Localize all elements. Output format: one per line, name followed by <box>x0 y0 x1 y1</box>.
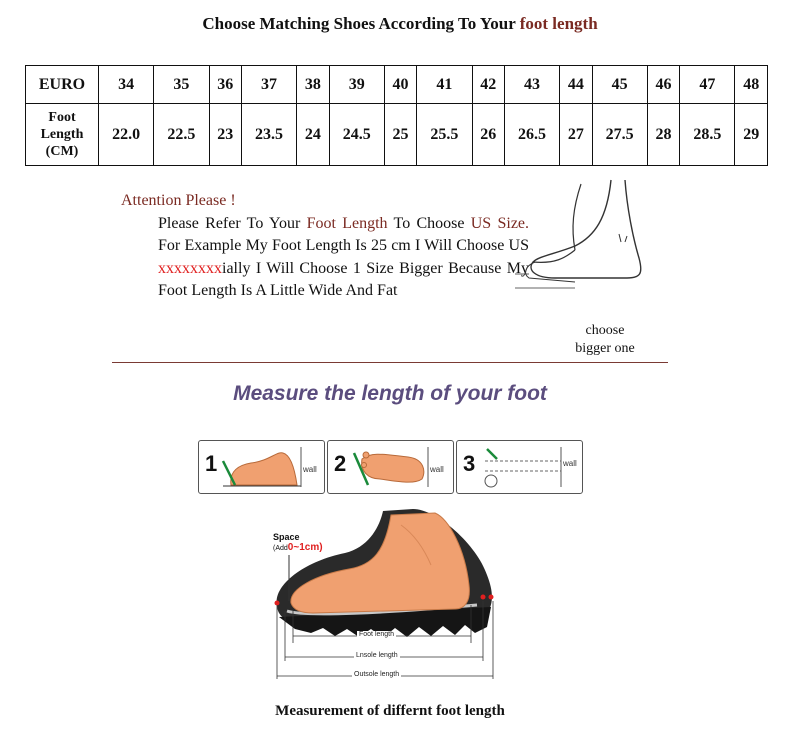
title-prefix: Choose Matching Shoes According To Your <box>202 14 516 33</box>
euro-size-cell: 43 <box>504 66 559 104</box>
title-accent: foot length <box>519 14 598 33</box>
foot-length-cell: 24 <box>297 104 329 166</box>
sketch-caption-line: bigger one <box>575 341 635 356</box>
outsole-length-dimension: Outsole length <box>354 671 400 678</box>
foot-length-cell: 25 <box>384 104 416 166</box>
euro-size-cell: 38 <box>297 66 329 104</box>
attention-us-size: US Size. <box>470 214 530 232</box>
sketch-caption <box>560 322 650 358</box>
space-label <box>273 532 323 554</box>
attention-text: To Choose <box>393 214 465 232</box>
foot-in-shoe-sketch-icon <box>515 178 655 303</box>
foot-length-dimension: Foot length <box>359 631 395 638</box>
size-chart-table <box>25 65 768 166</box>
step-1-panel <box>198 440 325 494</box>
foot-length-cell: 26.5 <box>504 104 559 166</box>
attention-note <box>121 190 529 303</box>
space-add: (Add <box>273 545 288 552</box>
attention-text: For Example My Foot Length Is 25 cm I Will Choose US <box>158 237 529 254</box>
euro-size-cell: 45 <box>592 66 647 104</box>
euro-header: EURO <box>26 66 99 104</box>
attention-heading: Attention Please ! <box>121 192 236 209</box>
euro-size-cell: 36 <box>209 66 241 104</box>
step-3-panel <box>456 440 583 494</box>
euro-size-cell: 40 <box>384 66 416 104</box>
section-divider <box>112 362 668 363</box>
wall-label: wall <box>430 465 444 474</box>
attention-text: ially I Will Choose 1 Size Bigger Because My Foot Length Is A Little Wide And Fat <box>158 259 529 299</box>
foot-length-cell: 25.5 <box>417 104 472 166</box>
euro-size-cell: 47 <box>680 66 735 104</box>
foot-length-cell: 22.5 <box>154 104 209 166</box>
foot-length-cell: 26 <box>472 104 504 166</box>
measure-title: Measure the length of your foot <box>233 382 547 405</box>
foot-length-cell: 27 <box>560 104 592 166</box>
foot-length-cell: 22.0 <box>99 104 154 166</box>
foot-length-header-line: (CM) <box>45 144 79 159</box>
attention-body <box>121 213 529 303</box>
euro-size-cell: 42 <box>472 66 504 104</box>
euro-size-cell: 46 <box>647 66 679 104</box>
insole-length-dimension: Lnsole length <box>356 652 398 659</box>
euro-size-cell: 39 <box>329 66 384 104</box>
space-title: Space <box>273 532 300 542</box>
foot-length-header <box>26 104 99 166</box>
euro-size-cell: 48 <box>735 66 768 104</box>
diagram-caption: Measurement of differnt foot length <box>275 703 505 719</box>
foot-length-cell: 27.5 <box>592 104 647 166</box>
foot-length-header-line: Length <box>40 127 84 142</box>
foot-length-cell: 28 <box>647 104 679 166</box>
euro-row <box>26 66 768 104</box>
wall-label: wall <box>563 459 577 468</box>
euro-size-cell: 44 <box>560 66 592 104</box>
foot-length-cell: 23.5 <box>241 104 296 166</box>
foot-length-cell: 28.5 <box>680 104 735 166</box>
foot-length-header-line: Foot <box>48 110 76 125</box>
foot-length-cell: 23 <box>209 104 241 166</box>
step-number: 3 <box>463 451 476 476</box>
euro-size-cell: 34 <box>99 66 154 104</box>
euro-size-cell: 37 <box>241 66 296 104</box>
step-number: 1 <box>205 451 218 476</box>
attention-foot-length: Foot Length <box>306 214 388 232</box>
euro-size-cell: 35 <box>154 66 209 104</box>
sketch-caption-line: choose <box>585 323 625 338</box>
step-2-panel <box>327 440 454 494</box>
attention-text: Please Refer To Your <box>158 214 301 232</box>
wall-label: wall <box>303 465 317 474</box>
space-range: 0~1cm) <box>287 542 323 553</box>
foot-length-cell: 24.5 <box>329 104 384 166</box>
attention-redacted: xxxxxxxx <box>158 259 222 277</box>
step-number: 2 <box>334 451 347 476</box>
foot-length-row <box>26 104 768 166</box>
foot-length-cell: 29 <box>735 104 768 166</box>
euro-size-cell: 41 <box>417 66 472 104</box>
page-title <box>0 14 800 34</box>
